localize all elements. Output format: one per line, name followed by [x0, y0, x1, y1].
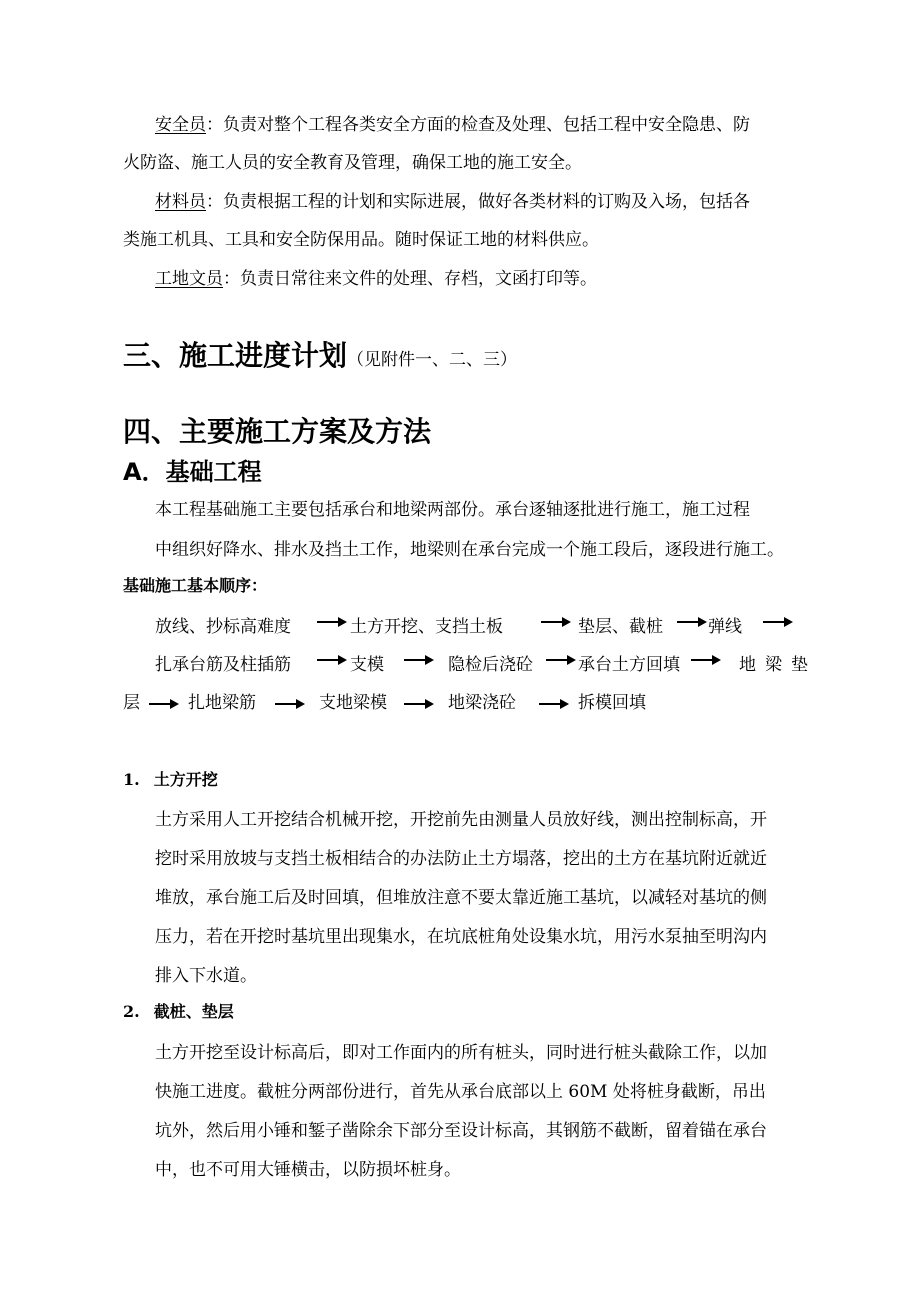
sequence-step: 扎地梁筋 — [188, 693, 256, 713]
arrow-right-icon — [403, 697, 435, 711]
sequence-step: 支地梁模 — [319, 693, 387, 713]
arrow-right-icon — [690, 653, 722, 667]
section3-note: （见附件一、二、三） — [347, 350, 518, 370]
role-clerk-title: 工地文员 — [155, 269, 223, 289]
arrow-right-icon — [538, 697, 570, 711]
role-safety-title: 安全员 — [155, 115, 206, 135]
item1-line: 挖时采用放坡与支挡土板相结合的办法防止土方塌落，挖出的土方在基坑附近就近 — [155, 849, 767, 869]
role-safety-line2: 火防盗、施工人员的安全教育及管理，确保工地的施工安全。 — [123, 153, 582, 173]
item1-line: 排入下水道。 — [155, 966, 257, 986]
sectionA-intro-line2: 中组织好降水、排水及挡土工作，地梁则在承台完成一个施工段后，逐段进行施工。 — [155, 540, 784, 560]
item1-title: 土方开挖 — [153, 770, 218, 789]
role-material-line1: 材料员：负责根据工程的计划和实际进展，做好各类材料的订购及入场，包括各 — [155, 192, 750, 212]
arrow-right-icon — [762, 615, 794, 629]
sequence-step: 地 — [739, 655, 756, 675]
item1-number: 1. — [123, 770, 140, 789]
item2-line: 中，也不可用大锤横击，以防损坏桩身。 — [155, 1160, 461, 1180]
sequence-step: 扎承台筋及柱插筋 — [155, 655, 291, 675]
sectionA-intro-line1: 本工程基础施工主要包括承台和地梁两部份。承台逐轴逐批进行施工，施工过程 — [155, 500, 750, 520]
arrow-right-icon — [316, 653, 348, 667]
item1-heading — [123, 767, 218, 790]
role-safety-line1: 安全员：负责对整个工程各类安全方面的检查及处理、包括工程中安全隐患、防 — [155, 115, 750, 135]
role-material-line2: 类施工机具、工具和安全防保用品。随时保证工地的材料供应。 — [123, 230, 599, 250]
role-material-title: 材料员 — [155, 192, 206, 212]
section3-heading: 三、施工进度计划（见附件一、二、三） — [123, 339, 518, 372]
sequence-step: 支模 — [350, 655, 384, 675]
sequence-step: 地梁浇砼 — [448, 693, 516, 713]
sequence-step: 放线、抄标高难度 — [155, 617, 291, 637]
sequence-step: 梁 — [765, 655, 782, 675]
item2-line: 土方开挖至设计标高后，即对工作面内的所有桩头，同时进行桩头截除工作，以加 — [155, 1043, 767, 1063]
item2-line: 快施工进度。截桩分两部份进行，首先从承台底部以上 60M 处将桩身截断，吊出 — [155, 1082, 766, 1102]
arrow-right-icon — [403, 653, 435, 667]
arrow-right-icon — [545, 653, 577, 667]
arrow-right-icon — [148, 697, 180, 711]
arrow-right-icon — [540, 615, 572, 629]
sequence-step: 垫 — [791, 655, 808, 675]
item1-line: 堆放，承台施工后及时回填，但堆放注意不要太靠近施工基坑，以减轻对基坑的侧 — [155, 888, 767, 908]
arrow-right-icon — [274, 697, 306, 711]
role-clerk-line1: 工地文员：负责日常往来文件的处理、存档，文函打印等。 — [155, 269, 597, 289]
sequence-step: 弹线 — [708, 617, 742, 637]
item2-number: 2. — [123, 1002, 140, 1021]
section4-heading: 四、主要施工方案及方法 — [123, 415, 432, 448]
sequence-step: 拆模回填 — [578, 693, 646, 713]
sequence-step: 层 — [123, 693, 140, 713]
item1-line: 压力，若在开挖时基坑里出现集水，在坑底桩角处设集水坑，用污水泵抽至明沟内 — [155, 927, 767, 947]
sequence-step: 承台土方回填 — [578, 655, 680, 675]
item1-line: 土方采用人工开挖结合机械开挖，开挖前先由测量人员放好线，测出控制标高，开 — [155, 810, 767, 830]
sectionA-heading: A．基础工程 — [123, 458, 262, 486]
item2-title: 截桩、垫层 — [153, 1002, 234, 1021]
item2-heading — [123, 999, 234, 1022]
sequence-heading: 基础施工基本顺序： — [123, 576, 268, 595]
item2-line: 坑外，然后用小锤和錾子凿除余下部分至设计标高，其钢筋不截断，留着锚在承台 — [155, 1121, 767, 1141]
sequence-step: 隐检后浇砼 — [448, 655, 533, 675]
arrow-right-icon — [316, 615, 348, 629]
sequence-step: 土方开挖、支挡土板 — [350, 617, 503, 637]
arrow-right-icon — [676, 615, 708, 629]
sequence-step: 垫层、截桩 — [578, 617, 663, 637]
